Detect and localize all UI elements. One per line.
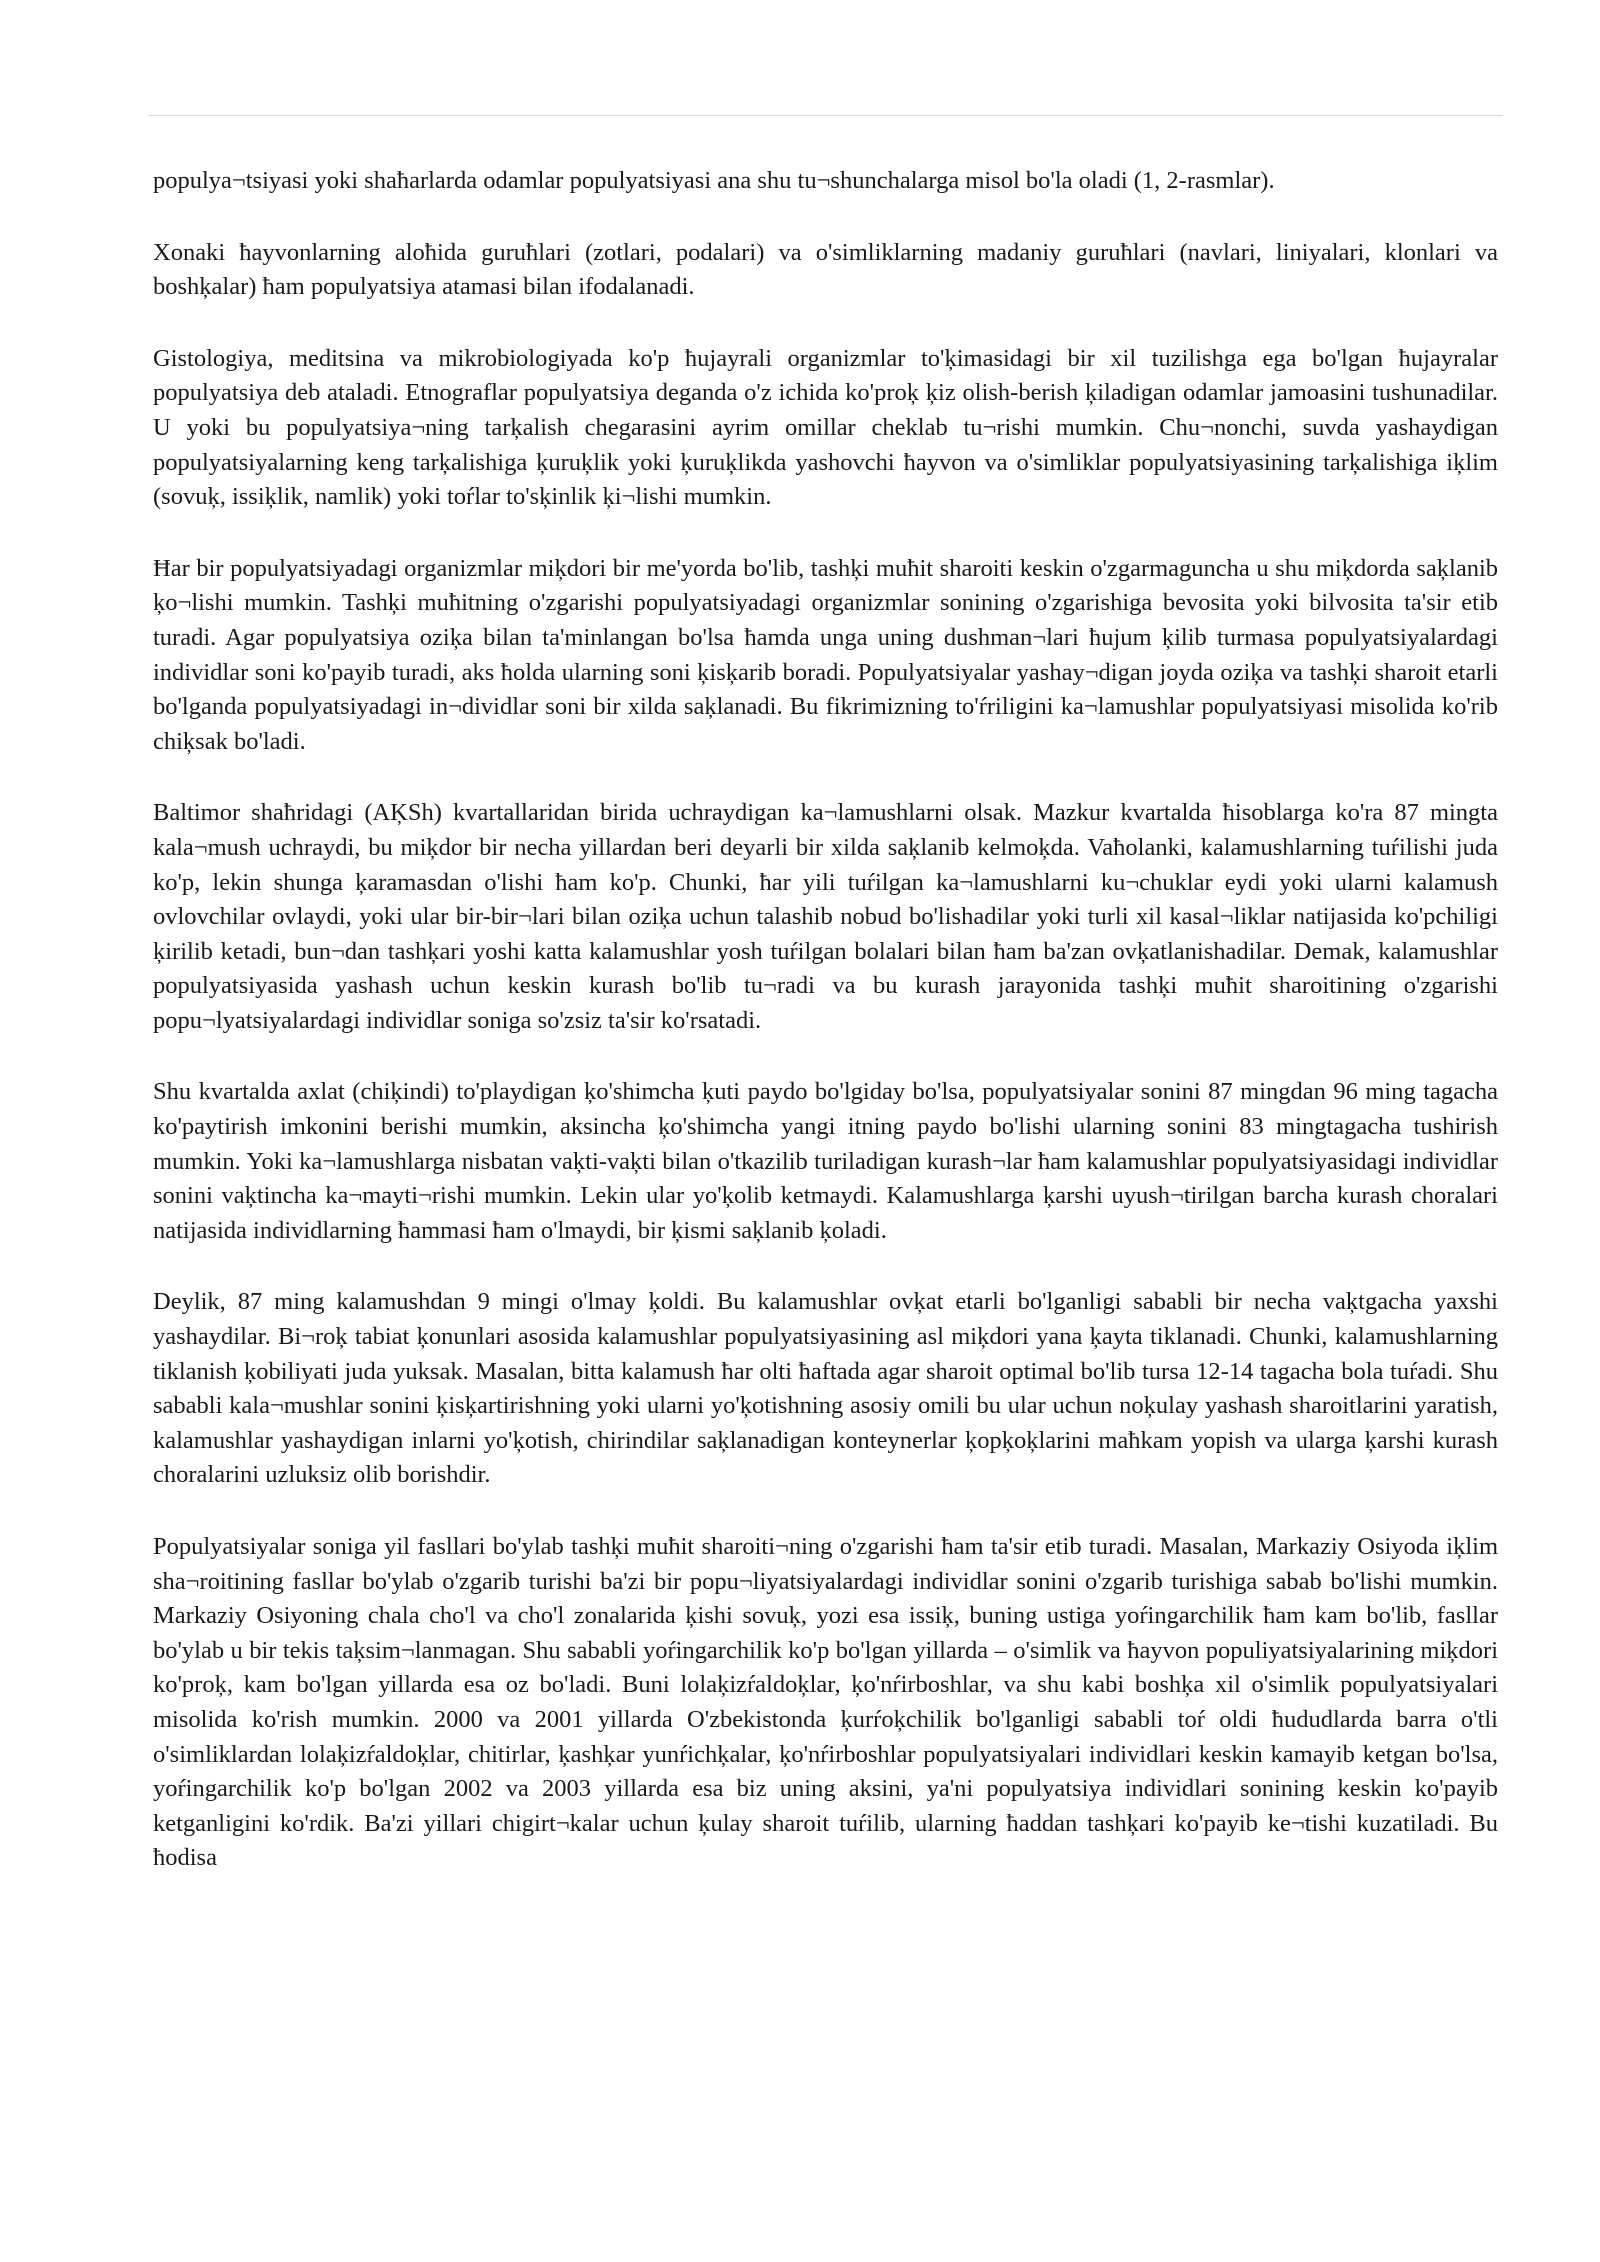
paragraph: Deylik, 87 ming kalamushdan 9 mingi o'lmay ķoldi. Bu kalamushlar ovķat etarli bo'lganligi sababli bir necha vaķtgacha yaxshi yashaydilar. Bi¬roķ tabiat ķonunlari asosida kalamushlar populyatsiyasining asl miķdori yana ķayta tiklanadi. Chunki, kalamushlarning tiklanish ķobiliyati juda yuksak. Masalan, bitta kalamush ħar olti ħaftada agar sharoit optimal bo'lib tursa 12-14 tagacha bola tuŕadi. Shu sababli kala¬mushlar sonini ķisķartirishning yoki ularni yo'ķotishning asosiy omili bu ular uchun noķulay yashash sharoitlarini yaratish, kalamushlar yashaydigan inlarni yo'ķotish, chirindilar saķlanadigan konteynerlar ķopķoķlarini maħkam yopish va ularga ķarshi kurash choralarini uzluksiz olib borishdir. [153, 1288, 1498, 1489]
paragraph: Ħar bir populyatsiyadagi organizmlar miķdori bir me'yorda bo'lib, tashķi muħit sharoiti keskin o'zgarmaguncha u shu miķdorda saķlanib ķo¬lishi mumkin. Tashķi muħitning o'zgarishi populyatsiyadagi organizmlar sonining o'zgarishiga bevosita yoki bilvosita ta'sir etib turadi. Agar populyatsiya oziķa bilan ta'minlangan bo'lsa ħamda unga uning dushman¬lari ħujum ķilib turmasa populyatsiyalardagi individlar soni ko'payib turadi, aks ħolda ularning soni ķisķarib boradi. Populyatsiyalar yashay¬digan joyda oziķa va tashķi sharoit etarli bo'lganda populyatsiyadagi in¬dividlar soni bir xilda saķlanadi. Bu fikrimizning to'ŕriligini ka¬lamushlar populyatsiyasi misolida ko'rib chiķsak bo'ladi. [153, 554, 1498, 755]
paragraph: Baltimor shaħridagi (AĶSh) kvartallaridan birida uchraydigan ka¬lamushlarni olsak. Mazkur kvartalda ħisoblarga ko'ra 87 mingta kala¬mush uchraydi, bu miķdor bir necha yillardan beri deyarli bir xilda saķlanib kelmoķda. Vaħolanki, kalamushlarning tuŕilishi juda ko'p, lekin shunga ķaramasdan o'lishi ħam ko'p. Chunki, ħar yili tuŕilgan ka¬lamushlarni ku¬chuklar eydi yoki ularni kalamush ovlovchilar ovlaydi, yoki ular bir-bir¬lari bilan oziķa uchun talashib nobud bo'lishadilar yoki turli xil kasal¬liklar natijasida ko'pchiligi ķirilib ketadi, bun¬dan tashķari yoshi katta kalamushlar yosh tuŕilgan bolalari bilan ħam ba'zan ovķatlanishadilar. Demak, kalamushlar populyatsiyasida yashash uchun keskin kurash bo'lib tu¬radi va bu kurash jarayonida tashķi muħit sharoitining o'zgarishi popu¬lyatsiyalardagi individlar soniga so'zsiz ta'sir ko'rsatadi. [153, 799, 1498, 1034]
paragraph: Xonaki ħayvonlarning aloħida guruħlari (zotlari, podalari) va o'simliklarning madaniy guruħlari (navlari, liniyalari, klonlari va boshķalar) ħam populyatsiya atamasi bilan ifodalanadi. [153, 238, 1498, 301]
document-body [153, 164, 1498, 1913]
header-divider [148, 115, 1503, 116]
paragraph: Shu kvartalda axlat (chiķindi) to'playdigan ķo'shimcha ķuti paydo bo'lgiday bo'lsa, populyatsiyalar sonini 87 mingdan 96 ming tagacha ko'paytirish imkonini berishi mumkin, aksincha ķo'shimcha yangi itning paydo bo'lishi ularning sonini 83 mingtagacha tushirish mumkin. Yoki ka¬lamushlarga nisbatan vaķti-vaķti bilan o'tkazilib turiladigan kurash¬lar ħam kalamushlar populyatsiyasidagi individlar sonini vaķtincha ka¬mayti¬rishi mumkin. Lekin ular yo'ķolib ketmaydi. Kalamushlarga ķarshi uyush¬tirilgan barcha kurash choralari natijasida individlarning ħammasi ħam o'lmaydi, bir ķismi saķlanib ķoladi. [153, 1078, 1498, 1244]
paragraph: Gistologiya, meditsina va mikrobiologiyada ko'p ħujayrali organizmlar to'ķimasidagi bir xil tuzilishga ega bo'lgan ħujayralar populyatsiya deb ataladi. Etnograflar populyatsiya deganda o'z ichida ko'proķ ķiz olish-berish ķiladigan odamlar jamoasini tushunadilar. U yoki bu populyatsiya¬ning tarķalish chegarasini ayrim omillar cheklab tu¬rishi mumkin. Chu¬nonchi, suvda yashaydigan populyatsiyalarning keng tarķalishiga ķuruķlik yoki ķuruķlikda yashovchi ħayvon va o'simliklar populyatsiyasining tarķalishiga iķlim (sovuķ, issiķlik, namlik) yoki toŕlar to'sķinlik ķi¬lishi mumkin. [153, 344, 1498, 511]
paragraph: populya¬tsiyasi yoki shaħarlarda odamlar populyatsiyasi ana shu tu¬shunchalarga misol bo'la oladi (1, 2-rasmlar). [153, 167, 1275, 194]
paragraph: Populyatsiyalar soniga yil fasllari bo'ylab tashķi muħit sharoiti¬ning o'zgarishi ħam ta'sir etib turadi. Masalan, Markaziy Osiyoda iķlim sha¬roitining fasllar bo'ylab o'zgarib turishi ba'zi bir popu¬liyatsiyalardagi individlar sonini o'zgarib turishiga sabab bo'lishi mumkin. Markaziy Osiyoning chala cho'l va cho'l zonalarida ķishi sovuķ, yozi esa issiķ, buning ustiga yoŕingarchilik ħam kam bo'lib, fasllar bo'ylab u bir tekis taķsim¬lanmagan. Shu sababli yoŕingarchilik ko'p bo'lgan yillarda – o'simlik va ħayvon populiyatsiyalarining miķdori ko'proķ, kam bo'lgan yillarda esa oz bo'ladi. Buni lolaķizŕaldoķlar, ķo'nŕirboshlar, va shu kabi boshķa xil o'simlik populyatsiyalari misolida ko'rish mumkin. 2000 va 2001 yillarda O'zbekistonda ķurŕoķchilik bo'lganligi sababli toŕ oldi ħududlarda barra o'tli o'simliklardan lolaķizŕaldoķlar, chitirlar, ķashķar yunŕichķalar, ķo'nŕirboshlar populyatsiyalari individlari keskin kamayib ketgan bo'lsa, yoŕingarchilik ko'p bo'lgan 2002 va 2003 yillarda esa biz uning aksini, ya'ni populyatsiya individlari sonining keskin ko'payib ketganligini ko'rdik. Ba'zi yillari chigirt¬kalar uchun ķulay sharoit tuŕilib, ularning ħaddan tashķari ko'payib ke¬tishi kuzatiladi. Bu ħodisa [153, 1533, 1498, 1872]
